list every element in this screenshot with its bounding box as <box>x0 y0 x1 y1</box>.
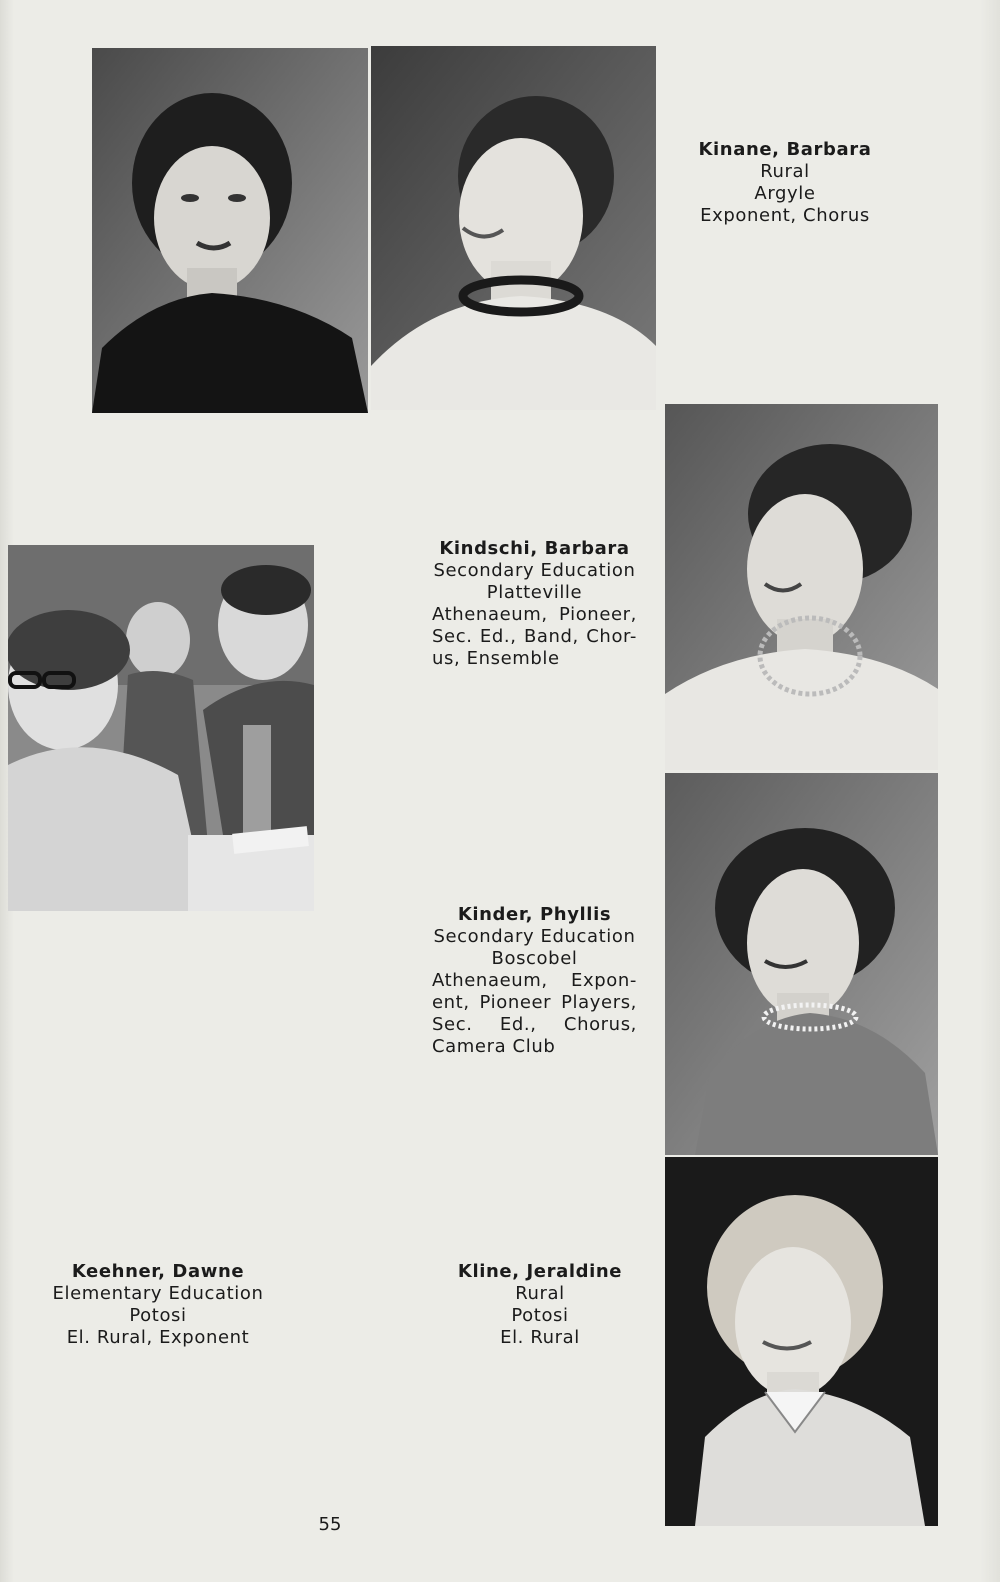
student-activities: El. Rural, Exponent <box>66 1327 250 1348</box>
caption-kinder <box>432 904 637 1058</box>
student-program: Elementary Education <box>52 1283 264 1304</box>
student-program: Rural <box>515 1283 565 1304</box>
student-activities: Athenaeum, Pioneer, Sec. Ed., Band, Chor-us, Ensemble <box>432 604 637 669</box>
student-program: Secondary Education <box>433 926 636 947</box>
portrait-photo-keehner <box>92 48 368 413</box>
caption-keehner <box>48 1261 268 1349</box>
student-program: Secondary Education <box>433 560 636 581</box>
student-name: Kindschi, Barbara <box>439 538 630 559</box>
student-name: Kinane, Barbara <box>698 139 872 160</box>
candid-group-photo <box>8 545 314 911</box>
student-activities: Athenaeum, Expon-ent, Pioneer Players, Sec. Ed., Chorus, Camera Club <box>432 970 637 1057</box>
student-hometown: Platteville <box>486 582 583 603</box>
caption-kindschi <box>432 538 637 670</box>
student-activities: El. Rural <box>500 1327 580 1348</box>
caption-kinane <box>690 139 880 227</box>
student-activities: Exponent, Chorus <box>700 205 870 226</box>
portrait-photo-kinder <box>665 773 938 1155</box>
student-hometown: Boscobel <box>491 948 578 969</box>
student-name: Kinder, Phyllis <box>457 904 612 925</box>
student-hometown: Argyle <box>754 183 816 204</box>
caption-kline <box>445 1261 635 1349</box>
student-hometown: Potosi <box>129 1305 187 1326</box>
page-number: 55 <box>318 1514 342 1535</box>
portrait-photo-kline <box>665 1157 938 1526</box>
student-hometown: Potosi <box>511 1305 569 1326</box>
portrait-photo-kinane <box>371 46 656 410</box>
portrait-photo-kindschi <box>665 404 938 770</box>
student-name: Kline, Jeraldine <box>457 1261 623 1282</box>
student-program: Rural <box>760 161 810 182</box>
student-name: Keehner, Dawne <box>71 1261 245 1282</box>
